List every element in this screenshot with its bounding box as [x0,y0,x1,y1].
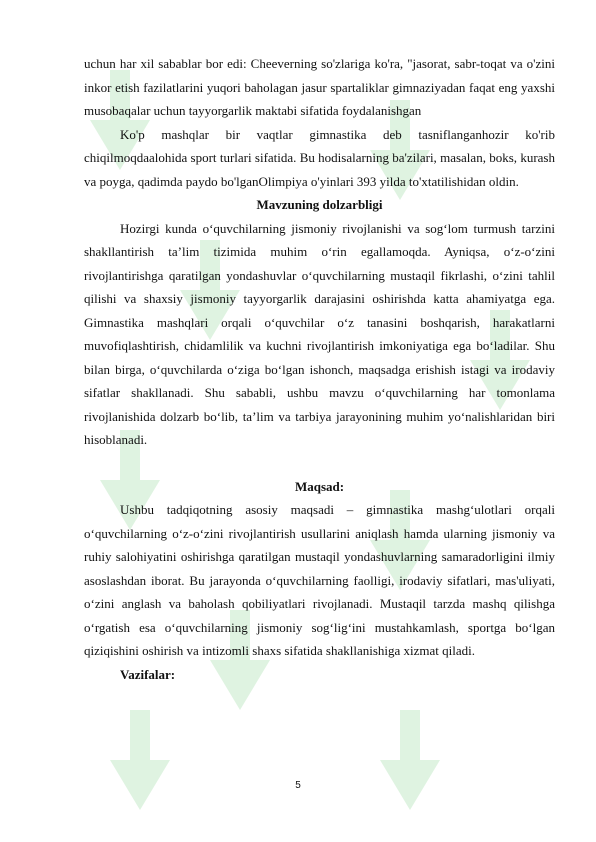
body-text [84,52,555,686]
watermark-logo-icon [100,700,180,820]
paragraph-relevance: Hozirgi kunda o‘quvchilarning jismoniy rivojlanishi va sog‘lom turmush tarzini shakllantirish ta’lim tizimida muhim o‘rin egallamoqda. Ayniqsa, o‘z-o‘zini rivojlantirishga qaratilgan yondashuvlar o‘quvchilarning mustaqil fikrlashi, o‘zini tahlil qilishi va shaxsiy jismoniy tayyorgarlik darajasini oshirishda katta ahamiyatga ega. Gimnastika mashqlari orqali o‘quvchilar o‘z tanasini boshqarish, harakatlarni muvofiqlashtirish, chidamlilik va kuchni rivojlantirish imkoniyatiga ega bo‘ladilar. Shu bilan birga, o‘quvchilarda o‘ziga bo‘lgan ishonch, maqsadga erishish istagi va irodaviy sifatlar shakllanadi. Shu sababli, ushbu mavzu o‘quvchilarning har tomonlama rivojlanishida dolzarb bo‘lib, ta’lim va tarbiya jarayonining muhim yo‘nalishlaridan biri hisoblanadi. [84,220,555,447]
paragraph-goal: Ushbu tadqiqotning asosiy maqsadi – gimnastika mashg‘ulotlari orqali o‘quvchilarning o‘z-o‘zini rivojlantirish usullarini aniqlash hamda ularning jismoniy va ruhiy salohiyatini oshirishga qaratilgan mustaqil yondashuvlarning samaradorligini ilmiy asoslashdan iborat. Bu jarayonda o‘quvchilarning faolligi, irodaviy sifatlari, mas'uliyati, o‘zini anglash va baholash qobiliyatlari rivojlanadi. Mustaqil tarzda mashq qilishga o‘rgatish esa o‘quvchilarning jismoniy sog‘lig‘ini mustahkamlash, sportga bo‘lgan qiziqishini oshirish va intizomli shaxs sifatida shakllanishiga xizmat qiladi. [84,502,555,658]
paragraph-intro: uchun har xil sabablar bor edi: Cheeverning so'zlariga ko'ra, "jasorat, sabr-toqat va o'zini inkor etish fazilatlarini yuqori baholagan jasur spartaliklar gimnaziyadan faqat eng yaxshi musobaqalar uchun tayyorgarlik maktabi sifatida foydalanishgan [84,56,555,118]
heading-tasks: Vazifalar: [120,666,176,682]
paragraph-sports: Ko'p mashqlar bir vaqtlar gimnastika deb tasniflanganhozir ko'rib chiqilmoqdaalohida sport turlari sifatida. Bu hodisalarning ba'zilari, masalan, boks, kurash va poyga, qadimda paydo bo'lganOlimpiya o'yinlari 393 yilda to'xtatilishidan oldin. [84,126,555,189]
page-number: 5 [295,780,301,791]
spacer [84,452,555,475]
heading-relevance: Mavzuning dolzarbligi [256,197,383,212]
watermark-logo-icon [370,700,450,820]
heading-goal: Maqsad: [294,478,345,494]
